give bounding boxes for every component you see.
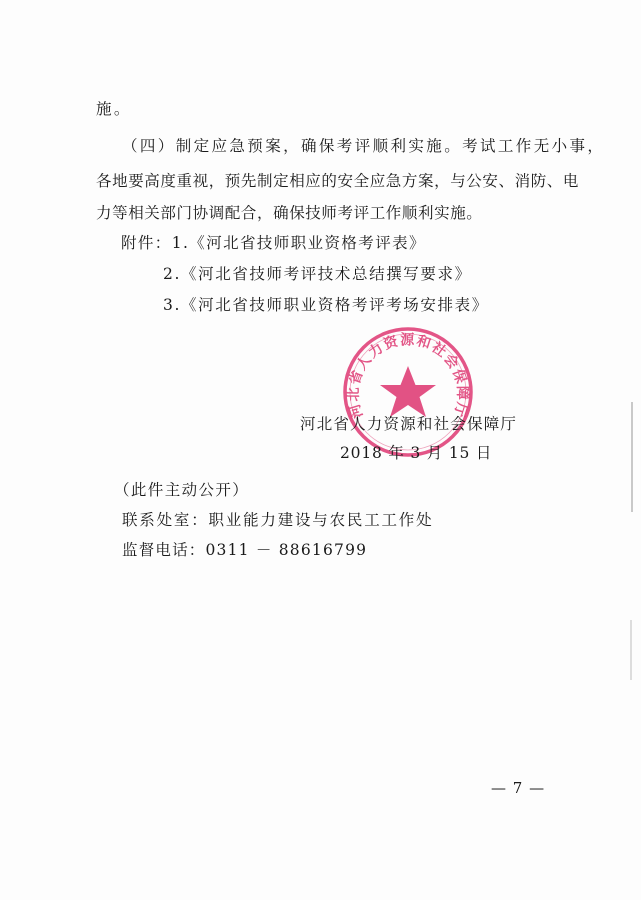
body-line-4: 力等相关部门协调配合，确保技师考评工作顺利实施。 [96,204,483,222]
scan-edge-mark [631,402,633,512]
scan-edge-mark-lower [630,620,632,680]
attachment-line-1: 附件：1.《河北省技师职业资格考评表》 [121,234,426,252]
body-line-1: 施。 [96,100,132,118]
contact-office: 联系处室：职业能力建设与农民工工作处 [122,511,434,529]
body-line-3: 各地要高度重视，预先制定相应的安全应急方案，与公安、消防、电 [96,172,580,190]
page-number: — 7 — [491,779,546,797]
official-seal [338,322,478,462]
attachment-line-2: 2.《河北省技师考评技术总结撰写要求》 [163,265,472,283]
signature-org: 河北省人力资源和社会保障厅 [300,415,518,433]
disclosure-note: （此件主动公开） [114,481,250,499]
svg-text:河北省人力资源和社会保障厅: 河北省人力资源和社会保障厅 [345,332,471,420]
body-line-2: （四）制定应急预案，确保考评顺利实施。考试工作无小事， [122,137,606,155]
signature-date: 2018 年 3 月 15 日 [340,444,493,462]
attachment-line-3: 3.《河北省技师职业资格考评考场安排表》 [163,296,489,314]
supervision-phone: 监督电话：0311 － 88616799 [122,541,368,559]
